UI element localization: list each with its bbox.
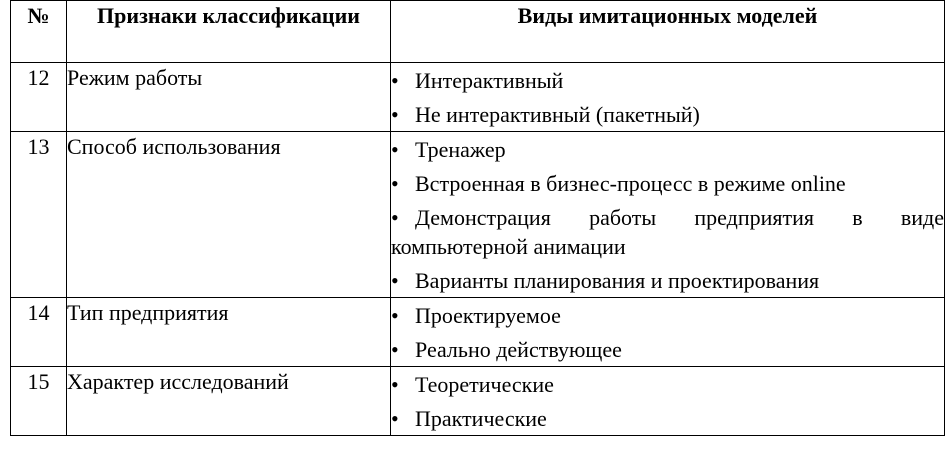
- bullet-icon: •: [391, 205, 399, 230]
- row-criteria: Способ использования: [67, 132, 391, 298]
- list-item: • Не интерактивный (пакетный): [391, 102, 700, 127]
- table-header-row: [11, 1, 945, 63]
- bullet-icon: •: [391, 171, 399, 196]
- header-number: №: [11, 1, 67, 63]
- row-number: 15: [11, 367, 67, 436]
- row-number: 14: [11, 298, 67, 367]
- table-row: [11, 367, 945, 436]
- row-number: 13: [11, 132, 67, 298]
- header-model-types: Виды имитационных моделей: [391, 1, 945, 63]
- row-model-types: [391, 132, 945, 298]
- row-model-types: [391, 298, 945, 367]
- list-item: • Практические: [391, 406, 547, 431]
- list-item: • Проектируемое: [391, 303, 561, 328]
- list-item: • Теоретические: [391, 372, 554, 397]
- bullet-icon: •: [391, 102, 399, 127]
- list-item: • Демонстрация работы предприятия в виде компьютерной анимации: [391, 205, 944, 259]
- list-item: • Интерактивный: [391, 68, 564, 93]
- header-criteria: Признаки классификации: [67, 1, 391, 63]
- list-item: • Тренажер: [391, 137, 506, 162]
- row-model-types: [391, 63, 945, 132]
- row-criteria: Режим работы: [67, 63, 391, 132]
- bullet-icon: •: [391, 137, 399, 162]
- bullet-icon: •: [391, 337, 399, 362]
- table-row: [11, 63, 945, 132]
- bullet-icon: •: [391, 303, 399, 328]
- row-model-types: [391, 367, 945, 436]
- bullet-icon: •: [391, 372, 399, 397]
- bullet-icon: •: [391, 406, 399, 431]
- list-item: • Варианты планирования и проектирования: [391, 268, 820, 293]
- row-number: 12: [11, 63, 67, 132]
- table-row: [11, 298, 945, 367]
- bullet-icon: •: [391, 68, 399, 93]
- list-item: • Реально действующее: [391, 337, 622, 362]
- bullet-icon: •: [391, 268, 399, 293]
- row-criteria: Тип предприятия: [67, 298, 391, 367]
- classification-table: [10, 0, 945, 436]
- table-row: [11, 132, 945, 298]
- row-criteria: Характер исследований: [67, 367, 391, 436]
- list-item: • Встроенная в бизнес-процесс в режиме online: [391, 171, 846, 196]
